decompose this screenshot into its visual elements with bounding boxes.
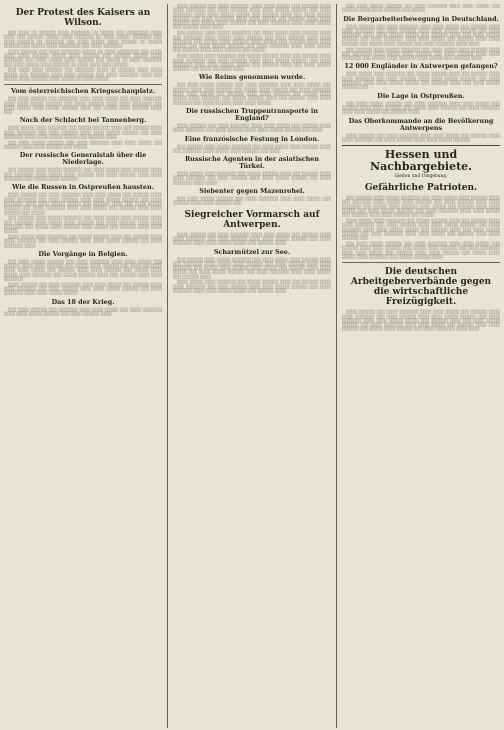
article-body: ░░░ ░░░░ ░░ ░░░░░░ ░░░░ ░░░░░░░ ░░ ░░░░░ ░░░ ░░░░░░░░ ░░░░ ░░░░ ░░░ ░░░░░░ ░░░░░ ░░░░ ░░░░░░░ ░░ ░░░░ ░░░░░ ░░░░░░░ ░░░ ░░░░ ░░░░░░ ░░ ░░░░░░░ ░░░ ░░░░ ░░░░░ ░░░░ ░░░░░░ ░░ ░░░░░ ░░░░░░ ░░░ ░░░░░ ░░░░ ░░░░░░░░ ░░░ ░░░░ ░░░░░░░ ░░░░ ░░░░░░ ░░░ ░░░░ ░░░░░░░ ░░░░░ ░░ ░░░░ ░░░░░░░░ ░░░ ░░░░ ░░░░ ░░░░ ░░░░░░ ░░░░░ ░░░░ ░░░░░░ ░░░ ░░░░░░ ░░░░░ ░░░░ ░░░░░░░ ░░░ ░░░░ ░░░░░ ░░░░ ░░░░░░ ░░░ ░░░░░ ░░ ░░░░ ░░░░░░░ ░░░ ░░░░ ░░░░░ ░░░░ ░░░░░░ ░░ ░░░░ ░░░░ ░░░░ ░░░░░ ░░░ ░░░░ ░░░░ ░░░░░░ ░░░ ░░░░░░░ ░░░░ ░░ ░░░░░░ ░░░░ ░░░░ ░░░░░ ░░░ ░░░░░░░ ░░░░ ░░░░ ░░░░░░ ░░░ ░░░░ ░░░░░░░ ░░░░ ░░░ ░░░░░ ░░░░ ░░░░░░ ░░░░ ░░░░░ ░░ ░░░░ ░░░░░ — [4, 31, 162, 81]
article-body: ░░░ ░░░░ ░░░░░ ░░░░░░ ░░░ ░░░░ ░░░░░░░ ░░░░ ░░░░ ░░░░░ ░░░ ░░░░░░ ░░░░ ░░░░ ░░░░░░ ░░░ ░░░░░ — [342, 4, 500, 13]
headline-austrian-front: Vom österreichischen Kriegsschauplatz. — [10, 87, 155, 96]
article-body: ░░░ ░░░░ ░░░░░ ░░░░░░ ░░░ ░░░░ ░░░░░░░ ░░░░ ░░░░ ░░░░░ ░░░ ░░░░░░ ░░░░ ░░░░ ░░░░░░ ░░░ ░░░░░ ░░░░ ░░░░░░ ░░░ ░░░░ ░░░░░░░ ░░░░ ░░░░ ░░░░░ ░░░ ░░░░░░ ░░░░ ░░░░ ░░░░░░ ░░░ ░░░░░ ░░░░ ░░░░░ ░░░░ ░░░░░░░ ░░░ ░░░░░ ░░░░░░ ░░░░ ░░░ ░░░░░░ ░░░░ ░░░░ ░░░░░░░ ░░░ ░░░░ ░░░░░░ ░░░░ ░░░░ ░░░░░ — [173, 83, 331, 105]
article-body: ░░░ ░░░░ ░░░░░ ░░░░░░ ░░░ ░░░░ ░░░░░░░ ░░░░ ░░░░ ░░░░░ ░░░ ░░░░░░ ░░░░ ░░░░ ░░░░░░ ░░░ — [173, 197, 331, 206]
headline-tannenberg: Nach der Schlacht bei Tannenberg. — [19, 116, 147, 125]
headline-skirmish-at-sea: Scharmützel zur See. — [213, 247, 291, 256]
article-body: ░░░░ ░░░░░ ░░░░ ░░░░░░░ ░░░ ░░░░░ ░░░░░░ ░░░░ ░░░ ░░░░░░ ░░░░ ░░░░ ░░░░░░░ ░░░ ░░░░ ░░░░░░ ░░░░ ░░░░ ░░░░░ ░░░░░░ ░░░ ░░░░ ░░░░░░░ ░░░░ ░░░░ ░░░░░ ░░░░░ ░░░ ░░░░░░ ░░░░ ░░░ ░░░░ ░░░░░ ░░░░░░ ░░░ ░░░░ ░░░░░░░ ░░░░ ░░░░ ░░░░░ ░░░ ░░░░░░ ░░░░ ░░░░ ░░░░░░ ░░░ ░░░░░ — [4, 126, 162, 150]
article-body: ░░░░ ░░░░░░ ░░░ ░░░░ ░░░░░░░ ░░░░ ░░░░ ░░░░░ ░░░ ░░░░░░ ░░░░ ░░░░ ░░░░░░░ ░░░ ░░░░ ░░░░░░ ░░░░ ░░░░ ░░░░░ ░░░░░░ ░░░ ░░░░ ░░░░░░░ ░░░░ ░░░░ ░░░░░ ░░░░░ ░░░ ░░░░░░ ░░░░ ░░░ ░░░░ ░░░░░ ░░░░░░ ░░░ ░░░░ ░░░░░░░ ░░░░ ░░░░ ░░░░░ ░░░ ░░░░░░ ░░░░ ░░░░ ░░░░░░ ░░░ ░░░░░ ░░░ ░░░░░░ ░░░░ ░░░░░ ░░░░░░░ ░░░ ░░░░ ░░░░░ ░░░░ ░░░░░░ ░░░░ ░░░ ░░░░░░░ ░░░░ ░░░░░ ░░░░ ░░░░░░ ░░░ ░░░░ ░░░░░░ ░░░░ ░░░░ ░░░░░░░ ░░░ ░░░░░ ░░░░ ░░░░░░ ░░░░ ░░░░░ ░░░ ░░░░░░ ░░░░ ░░░░ ░░░░░ ░░░░ ░░░░░ ░░░░ ░░░░░░░ ░░░ ░░░░░ ░░░░░░ ░░░░ ░░░ ░░░░░░ ░░░░ ░░░░ ░░░░░░░ ░░░ ░░░░ ░░░░░░ ░░░░ ░░░░ ░░░░░ ░░░░░░ ░░░ ░░░░ ░░░░░░░ ░░░░ — [4, 193, 162, 248]
headline-belgium: Die Vorgänge in Belgien. — [38, 249, 128, 258]
headline-englishmen-captured: 12 000 Engländer in Antwerpen gefangen? — [344, 62, 498, 71]
article-body: ░░░░ ░░░░░░ ░░░ ░░░░ ░░░░░░░ ░░░░ ░░░░ ░░░░░ ░░░ ░░░░░░ ░░░░ ░░░░ ░░░░░░░ ░░░ ░░░░ ░░░░░░ ░░░░ ░░░░ ░░░░░ ░░░░░░ ░░░ ░░░░ ░░░░░░░ ░░░░ ░░░░ ░░░░░ ░░░░░ ░░░ ░░░░░░ ░░░░ ░░░ ░░░░ ░░░░░ ░░░░░░ ░░░ ░░░░ ░░░░░░░ ░░░░ ░░░░ ░░░░░ ░░░ ░░░░░░ ░░░░ ░░░░ ░░░░░░ ░░░ ░░░░░ ░░░░ ░░░░░░ ░░░ ░░░░ ░░░░░░░ ░░░░ ░░░░ — [342, 310, 500, 332]
headline-russian-troops-england: Die russischen Truppentransporte in England? — [185, 106, 319, 122]
headline-employers-associations: Die deutschen Arbeitgeberverbände gegen die wirtschaftliche Freizügigkeit. — [350, 267, 492, 308]
headline-reims: Wie Reims genommen wurde. — [198, 73, 306, 82]
article-body: ░░░ ░░░░ ░░░░░ ░░░░░░ ░░░ ░░░░ ░░░░░░░ ░░░░ ░░░░ ░░░░░ ░░░ ░░░░░░ ░░░░ ░░░░ ░░░░░░ ░░░ ░░░░░ ░░░░ ░░░░░░ ░░░ ░░░░ ░░░░░░░ ░░░░ ░░░░ ░░░░░ ░░░ ░░░░░░ ░░░░ ░░░░ ░░░░░░ ░░░ ░░░░░ ░░░░ ░░░░░ ░░░░ ░░░░░░░ ░░░ ░░░░░ ░░░░░░ ░░░░ ░░░ ░░░░░░ ░░░░ ░░░░ ░░░░░░░ ░░░░ ░░░░░░ ░░░ ░░░░ ░░░░░░░ ░░░░ ░░░░ ░░░░░ ░░░ ░░░░░░ ░░░░ ░░░░ ░░░░░░░ ░░░ ░░░░ ░░░░░░ ░░░░ ░░░░ ░░░░░ ░░░░░░ ░░░ ░░░░ ░░░░░░░ ░░░░ ░░░░ ░░░░░ ░░░░░ — [4, 259, 162, 296]
article-body: ░░░░ ░░░░░ ░░░░ ░░░░░░░ ░░░ ░░░░░ ░░░░░░ ░░░░ ░░░ ░░░░░░ ░░░░ ░░░░ ░░░░░░░ ░░░ ░░░░ ░░░░░░ ░░░░ ░░░░ ░░░░░ ░░░░░░ ░░░ ░░░░ ░░░░░░░ ░░░░ ░░░░ — [173, 172, 331, 185]
article-body: ░░░ ░░░░ ░░░░░░ ░░░ ░░░░░░░ ░░░░ ░░░░ ░░░░░ ░░░ ░░░░ ░░░░░░░ ░░░░ ░░░░ ░░░░░ ░░░░░░ ░░░ ░░░░ ░░░░░░ ░░░░ — [4, 307, 162, 317]
headline-dangerous-patriots: Gefährliche Patrioten. — [364, 183, 478, 194]
article-body: ░░░░ ░░░░░░ ░░░ ░░░░ ░░░░░░░ ░░░░ ░░░░ ░░░░░ ░░░ ░░░░░░ ░░░░ ░░░░ ░░░░░░░ ░░░ ░░░░ ░░░░░░ ░░░░ ░░░░ ░░░░░ ░░░░░░ ░░░ ░░░░ — [173, 123, 331, 133]
column-left — [4, 4, 162, 728]
column-middle — [167, 4, 331, 728]
article-body: ░░░ ░░░░░░ ░░░░ ░░░░░ ░░░░░░░ ░░░ ░░░░ ░░░░░ ░░░░ ░░░░░░ ░░░░ ░░░ ░░░░░░░ ░░░░ ░░░░░ ░░░░ ░░░░░░ ░░░ ░░░░ ░░░░░░ ░░░░ ░░░░ ░░░░░░░ ░░░ ░░░░░ ░░░░ ░░░░░░ ░░░░ ░░░░░ ░░░ ░░░░░░ ░░░░ ░░░░ ░░░░░ ░░░ ░░░░ ░░░░░ ░░░░░░ ░░░ ░░░░ ░░░░░░░ ░░░░ ░░░░ ░░░░░ ░░░ ░░░░░░ ░░░░ ░░░░ ░░░░░░ ░░░ ░░░░░ ░░░░ ░░░░░ ░░░░ ░░░░░░░ ░░░ ░░░░░ ░░░░░░ ░░░░ ░░░ ░░░░░░ ░░░░ ░░░░ ░░░░░░░ ░░░ ░░░░ ░░░░░░ ░░░░ ░░░░ ░░░░░ ░░░░░░ ░░░ ░░░░ ░░░░░░░ ░░░░ ░░░░ ░░░░░ ░░░░░ ░░░ ░░░░░░ ░░░░ ░░░ ░░░░ ░░░░░ ░░░░░░ ░░░ ░░░░ ░░░░░░░ ░░░░ ░░░░ ░░░░░ ░░░ ░░░░░░ ░░░░ ░░░░ ░░░░░░ ░░░ ░░░ ░░░░ ░░░░░ ░░░░░░ ░░░ ░░░░ ░░░░░░░ ░░░░ ░░░░ ░░░░░ ░░░ ░░░░░░ ░░░░ ░░░░ ░░░░░░ ░░░ ░░░░░ ░░░░ ░░░░░░ ░░░ ░░░░ ░░░░░░░ ░░░░ ░░░░ ░░░░░ ░░░ ░░░░░░ ░░░░ ░░░░ ░░░░░░ ░░░ ░░░░░ ░░░░ ░░░░░ ░░░░ ░░░░░░░ ░░░ ░░░░░ ░░░░░░ ░░░░ — [342, 196, 500, 259]
column-right — [336, 4, 500, 728]
headline-situation-east-prussia: Die Lage in Ostpreußen. — [377, 91, 465, 100]
headline-miners-movement: Die Bergarbeiterbewegung in Deutschland. — [343, 14, 499, 23]
headline-russians-east-prussia: Wie die Russen in Ostpreußen hausten. — [12, 183, 154, 192]
article-body: ░░░░ ░░░░░░ ░░░ ░░░░ ░░░░░░░ ░░░░ ░░░░ ░░░░░ ░░░ ░░░░░░ ░░░░ ░░░░ ░░░░░░░ ░░░ ░░░░ ░░░░░░ ░░░░ ░░░░ ░░░░░ ░░░░░░ — [342, 133, 500, 142]
headline-war: Das 18 der Krieg. — [51, 297, 115, 306]
headline-high-command-antwerp: Das Oberkommando an die Bevölkerung Antwerpens — [348, 116, 494, 132]
article-body: ░░░░ ░░░░░░ ░░░ ░░░░ ░░░░░░░ ░░░░ ░░░░ ░░░░░ ░░░ ░░░░░░ ░░░░ ░░░░ ░░░░░░░ ░░░ ░░░░ ░░░░░░ ░░░░ ░░░░ ░░░░░ ░░░░░░ ░░░ ░░░░ ░░░░░░░ ░░░░ ░░░░ ░░░░░ ░░░░░ ░░░ ░░░░░░ ░░░░ ░░░ ░░░░ ░░░░░ ░░░░░░ ░░░ ░░░░ ░░░░░░░ ░░░░ ░░░░ ░░░░░ ░░░ ░░░░░░ ░░░░ ░░░░ ░░░░░░ ░░░ ░░░░░ ░░░░ ░░░░░░ ░░░ ░░░░ ░░░░░░░ ░░░░ ░░░░ ░░░ ░░░░░░ ░░░░ ░░░░░ ░░░░░░░ ░░░ ░░░░ ░░░░░ ░░░░ ░░░░░░ ░░░░ ░░░ ░░░░░░░ ░░░░ ░░░░░ ░░░░ ░░░░░░ ░░░ ░░░░ ░░░░░░ ░░░░ ░░░░ ░░░░░░░ ░░░ ░░░░░ ░░░░ ░░░░░░ ░░░░ ░░░░░ ░░░ ░░░░░░ ░░░░ — [342, 24, 500, 61]
article-body: ░░░ ░░░░░░ ░░░░ ░░░░░ ░░░░░░░ ░░░ ░░░░ ░░░░░ ░░░░ ░░░░░░ ░░░░ ░░░ ░░░░░░░ ░░░░ ░░░░░ ░░░░ ░░░░░░ ░░░ ░░░░ ░░░░░░ ░░░░ ░░░░ ░░░░░░░ ░░░ ░░░░░ ░░░░ ░░░░░░ ░░░░ ░░░░░ ░░░ ░░░░░░ ░░░░ ░░░░ ░░░░░ ░░░ ░░░░ ░░░░░ ░░░░░░ ░░░ ░░░░ ░░░░░░░ ░░░░ ░░░░ ░░░░░ ░░░ ░░░░░░ ░░░░ ░░░░ ░░░░░ ░░░░ ░░░░░░░ ░░░ ░░░░░ ░░░░░░ ░░░░ ░░░ ░░░░░░ ░░░░ ░░░░ ░░░░░░░ ░░░ ░░░░ ░░░░░░ ░░░░ ░░░░ ░░░░░ ░░░░░░ ░░░ ░░░░ ░░░░░░░ ░░░░ ░░░░ ░░░░░ ░░░░░ ░░░ ░░░░░░ ░░░░ — [173, 257, 331, 294]
headline-kaiser-protest: Der Protest des Kaisers an Wilson. — [15, 8, 151, 28]
headline-french-fortress-london: Eine französische Festung in London. — [184, 134, 320, 143]
headline-russian-general-staff: Der russische Generalstab über die Niederlage. — [19, 151, 147, 167]
section-subtitle-giessen: Gießen und Umgebung. — [394, 174, 448, 180]
headline-antwerp-advance: Siegreicher Vormarsch auf Antwerpen. — [184, 209, 320, 230]
headline-siebenter: Siebenter gegen Mazenrohel. — [199, 187, 305, 196]
article-body: ░░░ ░░░░░░ ░░░░ ░░░░░ ░░░░░░░ ░░░ ░░░░ ░░░░░ ░░░░ ░░░░░░ ░░░░ ░░░ ░░░░░░░ ░░░░ ░░░░░ ░░░░ ░░░░░░ ░░░ ░░░░ — [173, 144, 331, 153]
section-title-hessen: Hessen und Nachbargebiete. — [370, 148, 472, 174]
article-body: ░░░ ░░░░ ░░░░░ ░░░░░░ ░░░ ░░░░ ░░░░░░░ ░░░░ ░░░░ ░░░░░ ░░░ ░░░░░░ ░░░░ ░░░░ ░░░░░░ ░░░ ░░░░░ ░░░░ ░░░░░░ ░░░ ░░░░ ░░░░░░░ ░░░░ ░░░░ ░░░░░ ░░░ ░░░░░░ ░░░░ — [342, 101, 500, 115]
headline-russian-agents-turkey: Russische Agenten in der asiatischen Türkei. — [185, 155, 319, 171]
article-body: ░░░░ ░░░░░░ ░░░ ░░░░ ░░░░░░░ ░░░░ ░░░░ ░░░░░ ░░░ ░░░░░░ ░░░░ ░░░░ ░░░░░░░ ░░░ ░░░░ ░░░░░░ ░░░░ ░░░░ ░░░░░ ░░░░░░ ░░░ ░░░░ ░░░░░░░ ░░░░ ░░░░ ░░░░░ ░░░░░ ░░░ ░░░░░░ ░░░░ ░░░ ░░░░ ░░░░░ ░░░░░░ ░░░ ░░░░ ░░░░░░░ ░░░░ ░░░░ ░░░░░ ░░░ ░░░░░░ ░░░░ ░░░░ ░░░░░░ ░░░ ░░░░░ ░░░░ ░░░░░░ ░░░ ░░░░ ░░░░░░░ ░░░░ ░░░░ ░░░░░ ░░░ ░░░░░░ ░░░░ ░░░░ ░░░ ░░░░░░ ░░░░ ░░░░░ ░░░░░░░ ░░░ ░░░░ ░░░░░ ░░░░ ░░░░░░ ░░░░ ░░░ ░░░░░░░ ░░░░ ░░░░░ ░░░░ ░░░░░░ ░░░ ░░░░ ░░░░░░ ░░░░ ░░░░ ░░░░░░░ ░░░ ░░░░░ ░░░░ ░░░░░░ ░░░░ ░░░░░ ░░░ ░░░░░░ ░░░░ ░░░░ ░░░░░ ░░░ ░░░░ ░░░░░ ░░░░░░ ░░░ ░░░░ ░░░░░░░ ░░░░ ░░░░ ░░░░░ ░░░ ░░░░░░ ░░░░ ░░░░ ░░░░░░ ░░░ ░░░░░ ░░░░ ░░░░░ ░░░░ ░░░░░░░ ░░░ ░░░░░ ░░░░░░ ░░░░ ░░░ ░░░░░░ ░░░░ ░░░░ ░░░░░░░ ░░░ ░░░░ ░░░░░░ ░░░░ ░░░░ ░░░░░ ░░░░░░ ░░░ ░░░░ ░░░░░░░ ░░░░ ░░░░ ░░░░░ ░░░░░ ░░░ ░░░░░░ ░░░░ ░░░ ░░░░ ░░░░░ ░░░░░░ ░░░ ░░░░ ░░░░░░░ ░░░░ — [173, 4, 331, 72]
article-body: ░░░░ ░░░░░░ ░░░ ░░░░ ░░░░░░░ ░░░░ ░░░░ ░░░░░ ░░░ ░░░░░░ ░░░░ ░░░░ ░░░░░░░ ░░░ ░░░░ ░░░░░░ ░░░░ ░░░░ ░░░░░ ░░░░░░ ░░░ ░░░░ ░░░░░░░ ░░░░ ░░░░ ░░░░░ ░░░░░ ░░░ ░░░░░░ ░░░░ — [173, 232, 331, 246]
article-body: ░░░░ ░░░░░ ░░░░ ░░░░░░░ ░░░ ░░░░░ ░░░░░░ ░░░░ ░░░ ░░░░░░ ░░░░ ░░░░ ░░░░░░░ ░░░ ░░░░ ░░░░░░ ░░░░ ░░░░ ░░░░░ ░░░░░░ ░░░ ░░░░ ░░░░░░░ ░░░░ ░░░░ ░░░░░ ░░░░░ ░░░ ░░░░░░ ░░░░ ░░░ ░░░░ ░░░░░ ░░░░░░ ░░░ — [342, 72, 500, 90]
article-body: ░░░ ░░░░ ░░░░░░ ░░░ ░░░░░░░ ░░░░ ░░░░ ░░░░░ ░░░ ░░░░ ░░░░░░░ ░░░░ ░░░░ ░░░░░ ░░░░░░ ░░░ ░░░░ ░░░░░░ ░░░░ ░░░░ ░░░░░░░ ░░░ ░░░░ ░░░░░ ░░░░ ░░░░░ ░░░░░░ ░░░░ ░░░ ░░░░░ ░░░░ ░░░░░░ ░░░░ ░░░ — [4, 97, 162, 115]
article-body: ░░░ ░░░░░░ ░░░░ ░░░░░ ░░░░░░░ ░░░ ░░░░ ░░░░░ ░░░░ ░░░░░░ ░░░░ ░░░ ░░░░░░░ ░░░░ ░░░░░ ░░░░ ░░░░░░ ░░░ ░░░░ ░░░░░░ ░░░░ ░░░░ ░░░░░░░ ░░░ ░░░░░ ░░░░ ░░░░░░ — [4, 168, 162, 182]
